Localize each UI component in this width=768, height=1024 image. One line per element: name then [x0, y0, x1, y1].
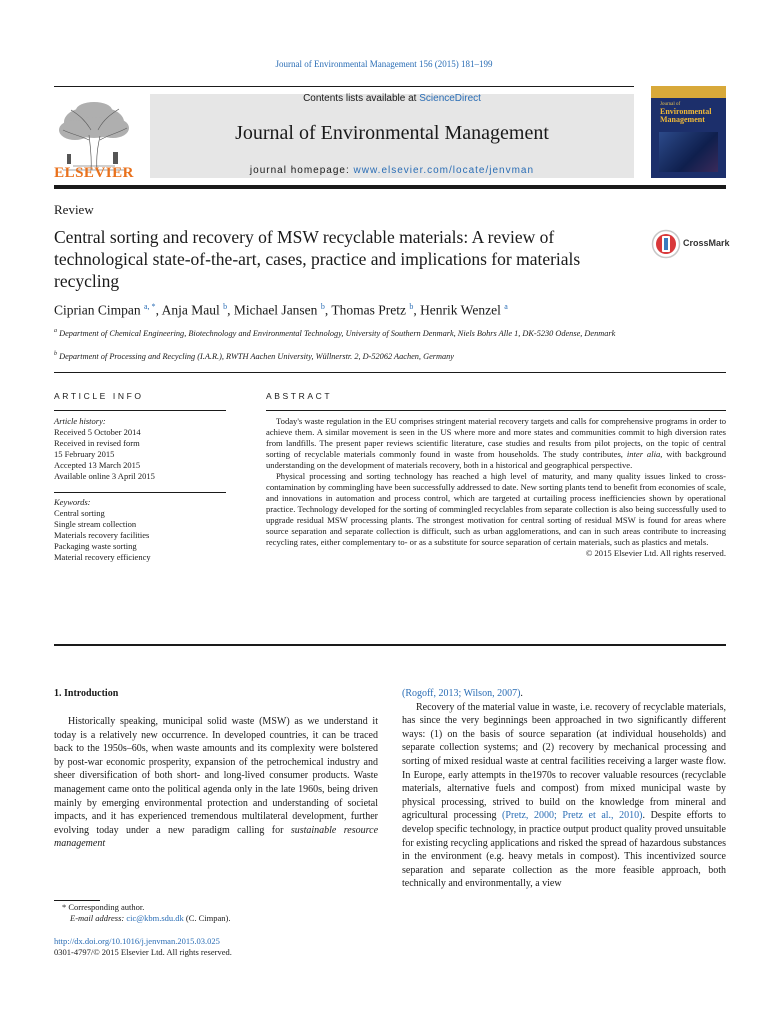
info-top-rule — [54, 372, 726, 373]
article-history — [54, 416, 226, 482]
history-item: Received in revised form — [54, 438, 140, 448]
doi-link[interactable]: http://dx.doi.org/10.1016/j.jenvman.2015.03.025 — [54, 936, 220, 946]
body-text: Historically speaking, municipal solid waste (MSW) as we understand it today is a relatively new occurrence. In developed countries, it can be traced back to the 1950s–60s, when waste amounts and its complexity were bolstered by post-war economic prosperity, expansion of the petrochemical industry and sheer diversification of both short- and long-lived consumer products. Waste management came onto the political agenda only in the late 1960s, being driven mainly by emerging environmental protection and understanding of societal impacts, and it has experienced tremendous multilateral development, further evolving today under a new paradigm calling for — [54, 716, 378, 836]
crossmark-label: CrossMark — [683, 238, 730, 248]
cover-small-text: Journal of — [660, 102, 681, 107]
abstract-emphasis: inter alia — [626, 449, 661, 459]
keyword-item: Materials recovery facilities — [54, 530, 150, 540]
citation-link[interactable]: (Pretz, 2000; Pretz et al., 2010) — [502, 810, 643, 822]
author-name[interactable]: Anja Maul — [161, 302, 220, 318]
abstract-paragraph-2: Physical processing and sorting technology has reached a high level of maturity, and many quality issues linked to cross-contamination by commingling have been successfully addressed to date. New sorting plants tend to benefit from economies of scale, and innovations in automation and process control, which are targeted at curtailing process inefficiencies shown by operational practice. Technology developed for the sorting of commingled recyclables from separate collection is also being successfully used to upgrade residual MSW processing plants. The strongest motivation for central sorting of residual MSW is found for areas where source separation and separate collection is difficult, such as urban agglomerations, and can in such areas contribute to increasing recycling rates, either complementary to- or as a substitute for source separation of certain materials, such as plastics and metals. — [266, 471, 726, 547]
affiliation-mark: b — [54, 351, 57, 357]
front-matter-end-rule — [54, 644, 726, 646]
sciencedirect-link[interactable]: ScienceDirect — [419, 93, 481, 104]
keyword-item: Central sorting — [54, 508, 105, 518]
author-affiliation-mark[interactable]: b — [223, 302, 228, 311]
header-thick-rule — [54, 185, 726, 189]
contents-available-line — [150, 93, 634, 104]
abstract-text: Today's waste regulation in the EU comprises stringent material recovery targets and calls for comprehensive programs in order to achieve them. A similar movement is seen in the US where more and more states and communities commit to high diversion rates from landfills. The present paper reviews scientific literature, case studies and results from pilot projects, on the topic of central sorting of recyclable materials commonly found in waste from households. The study contributes, — [266, 416, 726, 459]
crossmark-icon — [651, 229, 681, 259]
citation-link[interactable]: (Rogoff, 2013; Wilson, 2007) — [402, 688, 521, 699]
abstract-copyright: © 2015 Elsevier Ltd. All rights reserved. — [585, 548, 726, 558]
cover-strip — [651, 86, 726, 98]
email-label: E-mail address: — [70, 913, 127, 923]
cover-title: Environmental Management — [660, 107, 712, 124]
body-paragraph — [402, 701, 726, 891]
email-link[interactable]: cic@kbm.sdu.dk — [126, 913, 184, 923]
keyword-item: Packaging waste sorting — [54, 541, 137, 551]
author-name[interactable]: Michael Jansen — [233, 302, 318, 318]
journal-title: Journal of Environmental Management — [235, 122, 549, 144]
author-affiliation-mark[interactable]: a, * — [144, 302, 156, 311]
keywords — [54, 497, 226, 563]
contents-prefix: Contents lists available at — [303, 93, 420, 104]
author-name[interactable]: Ciprian Cimpan — [54, 302, 141, 318]
author-name[interactable]: Henrik Wenzel — [420, 302, 501, 318]
history-item: 15 February 2015 — [54, 449, 115, 459]
affiliation-mark: a — [54, 328, 57, 334]
footnote-rule — [54, 900, 100, 901]
cover-image — [659, 132, 718, 172]
author-name[interactable]: Thomas Pretz — [331, 302, 406, 318]
journal-reference[interactable]: Journal of Environmental Management 156 (2015) 181–199 — [275, 59, 493, 69]
history-item: Accepted 13 March 2015 — [54, 460, 141, 470]
author-affiliation-mark[interactable]: a — [504, 302, 508, 311]
body-text: . — [520, 688, 523, 699]
homepage-link[interactable]: www.elsevier.com/locate/jenvman — [353, 165, 535, 176]
affiliation-text: Department of Chemical Engineering, Biotechnology and Environmental Technology, University of Southern Denmark, Niels Bohrs Alle 1, DK-5230 Odense, Denmark — [59, 328, 616, 338]
abstract-heading: ABSTRACT — [266, 391, 333, 401]
author-list: Ciprian Cimpan $^{a, *}$, Anja Maul $^b$, Michael Jansen $^b$, Thomas Pretz $^b$, Henrik Wenzel $^a$ — [54, 302, 508, 318]
history-item: Available online 3 April 2015 — [54, 471, 155, 481]
history-label: Article history: — [54, 416, 106, 426]
affiliation-a — [54, 326, 654, 339]
crossmark-badge[interactable] — [651, 229, 731, 259]
email-line — [54, 913, 374, 924]
journal-homepage-line — [150, 165, 634, 176]
body-text: . Despite efforts to develop specific technology, in practice output product quality proved unsuitable for existing recycling applications and risked the spread of hazardous substances in the environment (e.g. heavy metals in compost). This incentivized source separation and separate collection as the more feasible approach, both technically and environmentally, a view — [402, 810, 727, 890]
email-tail: (C. Cimpan). — [183, 913, 231, 923]
body-emphasis: sustainable resource management — [54, 824, 379, 850]
article-info-rule — [54, 410, 226, 411]
affiliation-text: Department of Processing and Recycling (I.A.R.), RWTH Aachen University, Wüllnerstr. 2, D-52062 Aachen, Germany — [59, 351, 454, 361]
body-text: Recovery of the material value in waste, i.e. recovery of recyclable materials, has since the very beginnings been approached in two significantly different ways: (1) on the basis of source separation (at individual households) and separate collection systems; and (2) recovery by mechanical processing and sorting of mixed residual waste at central facilities receiving a larger waste flow. In Europe, early attempts in the1970s to recover valuable resources (recyclable materials, alternative fuels and compost) from mixed municipal waste by physical processing, strived to build on the knowledge from mineral and agricultural processing — [402, 701, 726, 822]
abstract-paragraph-1 — [266, 416, 726, 471]
author-affiliation-mark[interactable]: b — [320, 302, 325, 311]
abstract-rule — [266, 410, 726, 411]
body-column-right — [402, 687, 726, 891]
article-type: Review — [54, 202, 94, 217]
author-affiliation-mark[interactable]: b — [409, 302, 414, 311]
section-heading-introduction: 1. Introduction — [54, 688, 119, 699]
corresponding-author-note — [54, 902, 374, 924]
abstract-body — [266, 416, 726, 559]
affiliation-b — [54, 349, 654, 362]
history-item: Received 5 October 2014 — [54, 427, 141, 437]
body-column-left — [54, 715, 378, 851]
article-title: Central sorting and recovery of MSW recyclable materials: A review of technological state-of-the-art, cases, practice and implications for materials recycling — [54, 227, 581, 291]
body-continuation — [402, 687, 726, 701]
keywords-label: Keywords: — [54, 497, 91, 507]
doi-block — [54, 936, 374, 958]
journal-cover-thumbnail[interactable] — [651, 86, 726, 178]
keywords-rule — [54, 492, 226, 493]
abstract-text: , with background understanding on the development of materials recovery, both in a historical and geographical perspective. — [266, 449, 727, 470]
keyword-item: Material recovery efficiency — [54, 552, 151, 562]
article-info-heading: ARTICLE INFO — [54, 391, 144, 401]
keyword-item: Single stream collection — [54, 519, 137, 529]
issn-copyright: 0301-4797/© 2015 Elsevier Ltd. All rights reserved. — [54, 947, 232, 957]
body-paragraph — [54, 715, 378, 851]
homepage-prefix: journal homepage: — [249, 165, 354, 176]
header-top-rule — [54, 86, 634, 87]
elsevier-wordmark: ELSEVIER — [54, 165, 134, 181]
corresponding-label: * Corresponding author. — [62, 902, 145, 912]
